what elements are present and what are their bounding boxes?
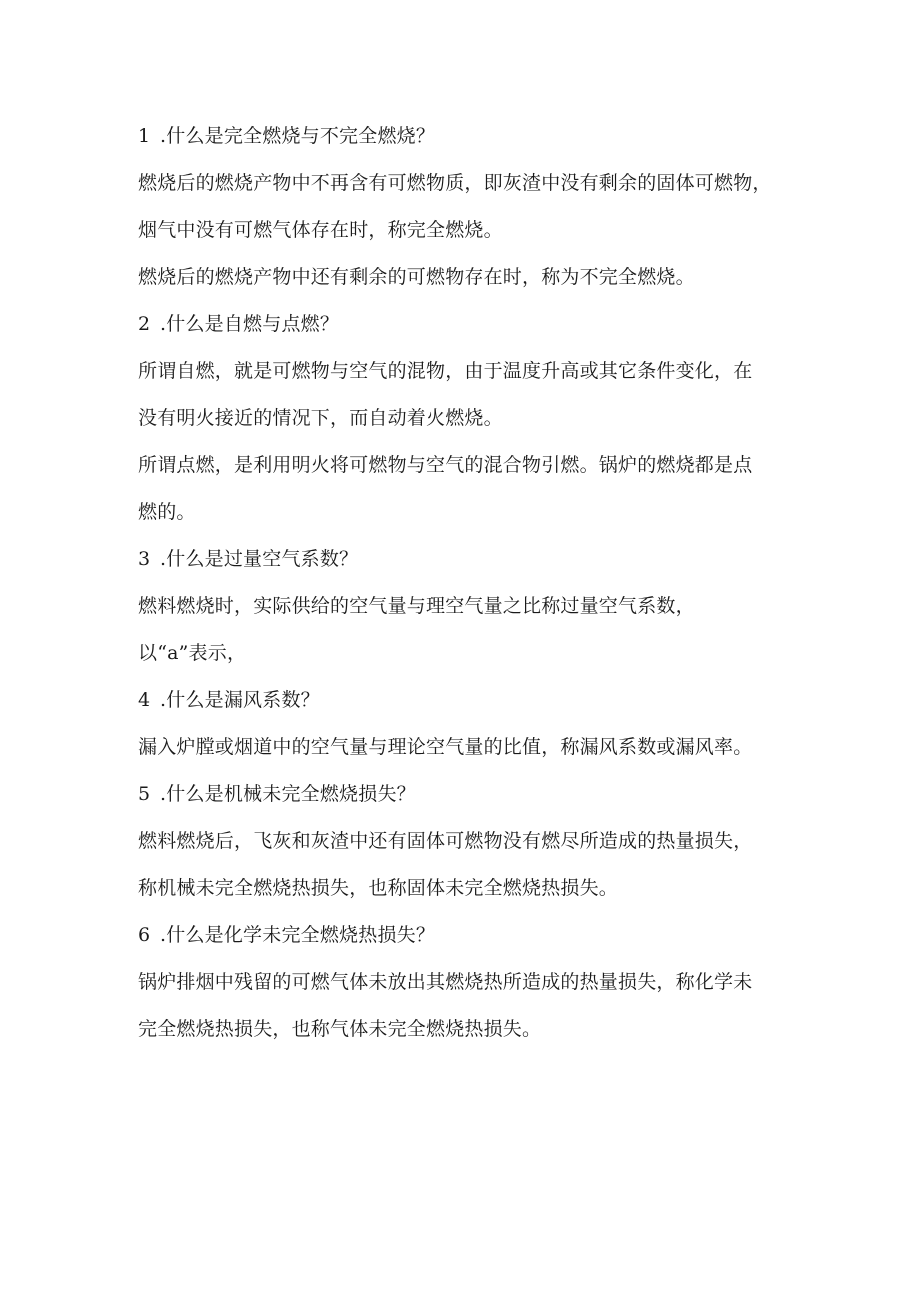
question-4 (138, 677, 798, 724)
answer-line: 锅炉排烟中残留的可燃气体未放出其燃烧热所造成的热量损失，称化学未 (138, 971, 753, 993)
answer-line: 完全燃烧热损失，也称气体未完全燃烧热损失。 (138, 1018, 542, 1040)
answer-line: 燃烧后的燃烧产物中不再含有可燃物质，即灰渣中没有剩余的固体可燃物， (138, 172, 772, 194)
question-5 (138, 771, 798, 818)
answer-line: 烟气中没有可燃气体存在时，称完全燃烧。 (138, 219, 503, 241)
question-text: .什么是漏风系数？ (160, 689, 320, 711)
question-text: .什么是化学未完全燃烧热损失？ (160, 924, 436, 946)
answer-line: 以“a”表示， (138, 642, 247, 664)
question-number: 3 (138, 548, 151, 570)
question-text: .什么是自燃与点燃？ (160, 313, 340, 335)
question-6 (138, 912, 798, 959)
question-1 (138, 113, 798, 160)
answer-line: 燃的。 (138, 501, 196, 523)
answer-line: 所谓点燃，是利用明火将可燃物与空气的混合物引燃。锅炉的燃烧都是点 (138, 454, 753, 476)
question-number: 2 (138, 313, 151, 335)
question-number: 6 (138, 924, 151, 946)
question-3 (138, 536, 798, 583)
question-number: 5 (138, 783, 151, 805)
question-number: 4 (138, 689, 151, 711)
question-text: .什么是完全燃烧与不完全燃烧？ (160, 125, 436, 147)
answer-line: 漏入炉膛或烟道中的空气量与理论空气量的比值，称漏风系数或漏风率。 (138, 736, 753, 758)
answer-line: 没有明火接近的情况下，而自动着火燃烧。 (138, 407, 503, 429)
question-number: 1 (138, 125, 151, 147)
answer-line: 称机械未完全燃烧热损失，也称固体未完全燃烧热损失。 (138, 877, 619, 899)
question-text: .什么是过量空气系数？ (160, 548, 359, 570)
answer-line: 燃烧后的燃烧产物中还有剩余的可燃物存在时，称为不完全燃烧。 (138, 266, 695, 288)
document-body (138, 113, 798, 1053)
question-text: .什么是机械未完全燃烧损失？ (160, 783, 416, 805)
answer-line: 所谓自燃，就是可燃物与空气的混物，由于温度升高或其它条件变化，在 (138, 360, 753, 382)
answer-line: 燃料燃烧后，飞灰和灰渣中还有固体可燃物没有燃尽所造成的热量损失， (138, 830, 753, 852)
answer-line: 燃料燃烧时，实际供给的空气量与理空气量之比称过量空气系数， (138, 595, 695, 617)
question-2 (138, 301, 798, 348)
